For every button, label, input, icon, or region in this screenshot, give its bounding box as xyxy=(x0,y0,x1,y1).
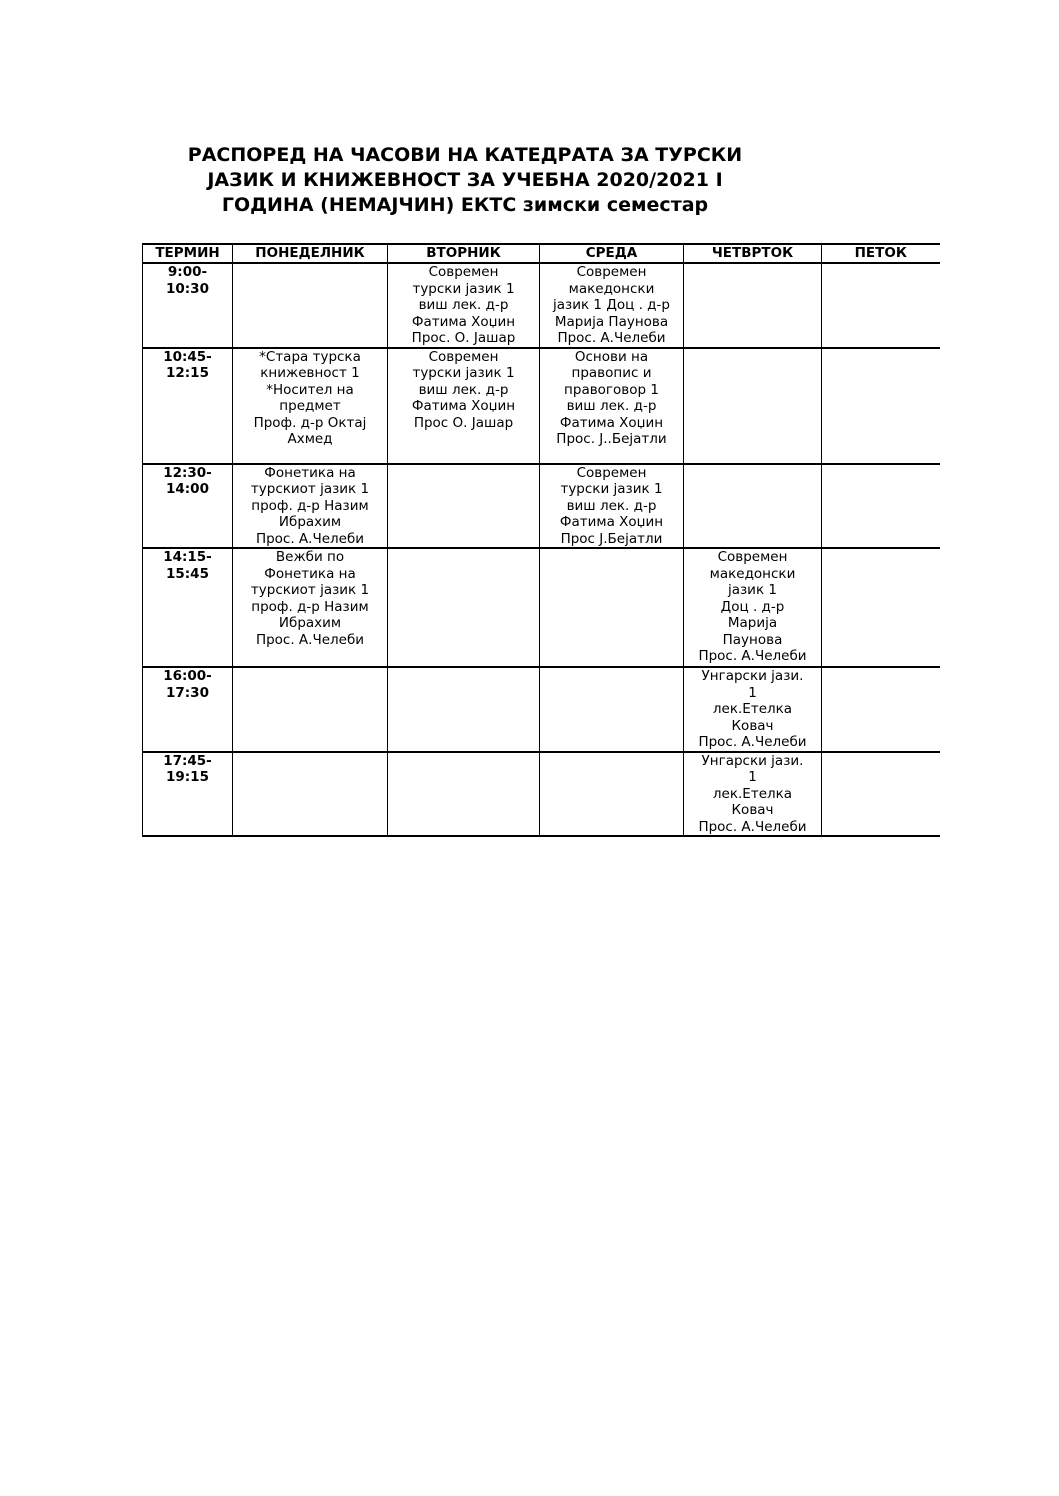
time-slot-text: 14:15- xyxy=(163,549,212,565)
course-text: правоговор 1 xyxy=(564,381,659,398)
course-text: Фонетика на xyxy=(264,565,356,582)
schedule-cell-monday xyxy=(233,548,388,667)
header-wednesday: СРЕДА xyxy=(540,244,684,263)
header-thursday: ЧЕТВРТОК xyxy=(684,244,822,263)
course-text: Вежби по xyxy=(275,549,345,565)
course-text: лек.Етелка xyxy=(712,785,793,802)
course-text: проф. д-р Назим xyxy=(251,497,369,514)
schedule-cell-tuesday xyxy=(388,464,540,549)
time-slot-text: 12:30- xyxy=(163,464,212,481)
course-text: турски јазик 1 xyxy=(412,280,515,297)
schedule-cell-wednesday xyxy=(540,667,684,752)
course-text: турски јазик 1 xyxy=(412,365,515,381)
course-text: јазик 1 Доц . д-р xyxy=(553,297,670,313)
table-row xyxy=(143,348,940,464)
title-line-3: ГОДИНА (НЕМАЈЧИН) ЕКТС зимски семестар xyxy=(221,194,709,216)
schedule-cell-tuesday xyxy=(388,752,540,837)
time-slot-text: 17:45- xyxy=(163,752,212,769)
schedule-table xyxy=(142,243,940,837)
course-text: Марија xyxy=(727,615,778,631)
schedule-cell-wednesday xyxy=(540,752,684,837)
schedule-cell-friday xyxy=(822,464,940,549)
course-text: Фатима Хоџин xyxy=(559,514,664,530)
course-text: виш лек. д-р xyxy=(566,497,657,514)
course-text: Ибрахим xyxy=(278,615,342,631)
title-line-1: РАСПОРЕД НА ЧАСОВИ НА КАТЕДРАТА ЗА ТУРСКИ xyxy=(187,144,743,166)
course-text: Проф. д-р Октај xyxy=(253,414,367,431)
schedule-cell-wednesday xyxy=(540,548,684,667)
schedule-cell-monday xyxy=(233,263,388,348)
header-friday: ПЕТОК xyxy=(822,244,940,263)
course-text: виш лек. д-р xyxy=(566,398,657,414)
course-text: турски јазик 1 xyxy=(560,481,663,497)
course-text: турскиот јазик 1 xyxy=(250,582,370,598)
course-text: македонски xyxy=(568,280,655,297)
schedule-cell-thursday xyxy=(684,464,822,549)
course-text: Фатима Хоџин xyxy=(411,398,516,414)
course-text: Прос Ј.Бејатли xyxy=(560,530,663,547)
course-text: турскиот јазик 1 xyxy=(250,481,370,497)
course-text: Ибрахим xyxy=(278,514,342,530)
schedule-cell-monday xyxy=(233,667,388,752)
course-text: Современ xyxy=(428,348,499,365)
schedule-cell-monday xyxy=(233,348,388,464)
course-text: Современ xyxy=(576,264,647,280)
schedule-cell-tuesday xyxy=(388,348,540,464)
header-term: ТЕРМИН xyxy=(143,244,233,263)
course-text: Унгарски јази. xyxy=(701,752,804,769)
schedule-cell-wednesday xyxy=(540,348,684,464)
course-text: Прос. А.Челеби xyxy=(255,530,365,547)
course-text: 1 xyxy=(748,684,757,701)
course-text: *Стара турска xyxy=(259,348,361,365)
course-text: Ковач xyxy=(731,802,774,818)
document-title xyxy=(150,143,780,218)
course-text: виш лек. д-р xyxy=(418,381,509,398)
course-text: предмет xyxy=(279,398,341,414)
schedule-cell-monday xyxy=(233,752,388,837)
course-text: 1 xyxy=(748,769,757,785)
time-slot-cell xyxy=(143,263,233,348)
course-text: Паунова xyxy=(722,631,783,648)
course-text: Прос. А.Челеби xyxy=(255,631,365,648)
course-text: Марија Паунова xyxy=(554,313,669,330)
course-text: лек.Етелка xyxy=(712,701,793,717)
schedule-cell-tuesday xyxy=(388,548,540,667)
header-row xyxy=(143,244,940,263)
table-row xyxy=(143,752,940,837)
table-row xyxy=(143,464,940,549)
course-text: Прос О. Јашар xyxy=(413,414,514,431)
course-text: проф. д-р Назим xyxy=(251,598,369,615)
course-text: Прос. Ј..Бејатли xyxy=(556,431,667,447)
course-text: македонски xyxy=(709,565,796,582)
course-text: Прос. А.Челеби xyxy=(557,330,666,346)
header-tuesday: ВТОРНИК xyxy=(388,244,540,263)
course-text: Прос. А.Челеби xyxy=(698,734,807,750)
time-slot-text: 19:15 xyxy=(166,769,209,785)
schedule-cell-friday xyxy=(822,752,940,837)
time-slot-text: 12:15 xyxy=(166,365,209,381)
time-slot-cell xyxy=(143,667,233,752)
course-text: Фонетика на xyxy=(264,464,356,481)
course-text: Фатима Хоџин xyxy=(559,414,664,431)
course-text: Прос. А.Челеби xyxy=(698,818,807,835)
schedule-cell-thursday xyxy=(684,667,822,752)
table-row xyxy=(143,548,940,667)
time-slot-text: 17:30 xyxy=(166,684,209,701)
course-text: Основи на xyxy=(574,348,649,365)
schedule-cell-thursday xyxy=(684,263,822,348)
title-line-2: ЈАЗИК И КНИЖЕВНОСТ ЗА УЧЕБНА 2020/2021 I xyxy=(207,169,723,191)
time-slot-text: 14:00 xyxy=(166,481,209,497)
schedule-cell-wednesday xyxy=(540,263,684,348)
table-row xyxy=(143,263,940,348)
schedule-cell-friday xyxy=(822,348,940,464)
schedule-cell-monday xyxy=(233,464,388,549)
schedule-cell-tuesday xyxy=(388,263,540,348)
course-text: Прос. О. Јашар xyxy=(411,330,516,346)
schedule-cell-thursday xyxy=(684,752,822,837)
time-slot-text: 10:45- xyxy=(163,348,212,365)
header-monday: ПОНЕДЕЛНИК xyxy=(233,244,388,263)
course-text: Современ xyxy=(576,464,647,481)
time-slot-text: 15:45 xyxy=(166,565,209,582)
time-slot-cell xyxy=(143,752,233,837)
course-text: Современ xyxy=(428,264,499,280)
course-text: јазик 1 xyxy=(727,582,777,598)
time-slot-text: 9:00- xyxy=(167,264,208,280)
course-text: книжевност 1 xyxy=(260,365,360,381)
course-text: *Носител на xyxy=(266,381,354,398)
time-slot-cell xyxy=(143,548,233,667)
course-text: Ковач xyxy=(731,717,774,734)
schedule-cell-friday xyxy=(822,667,940,752)
course-text: Прос. А.Челеби xyxy=(698,648,807,664)
table-row xyxy=(143,667,940,752)
schedule-cell-wednesday xyxy=(540,464,684,549)
time-slot-text: 16:00- xyxy=(163,668,212,684)
schedule-cell-tuesday xyxy=(388,667,540,752)
course-text: Фатима Хоџин xyxy=(411,313,516,330)
course-text: Ахмед xyxy=(287,431,333,447)
schedule-cell-thursday xyxy=(684,348,822,464)
schedule-cell-thursday xyxy=(684,548,822,667)
time-slot-cell xyxy=(143,348,233,464)
course-text: Доц . д-р xyxy=(720,598,785,615)
course-text: Современ xyxy=(717,549,788,565)
schedule-cell-friday xyxy=(822,263,940,348)
course-text: виш лек. д-р xyxy=(418,297,509,313)
course-text: правопис и xyxy=(571,365,652,381)
time-slot-text: 10:30 xyxy=(166,280,209,297)
course-text: Унгарски јази. xyxy=(701,668,804,684)
time-slot-cell xyxy=(143,464,233,549)
schedule-cell-friday xyxy=(822,548,940,667)
